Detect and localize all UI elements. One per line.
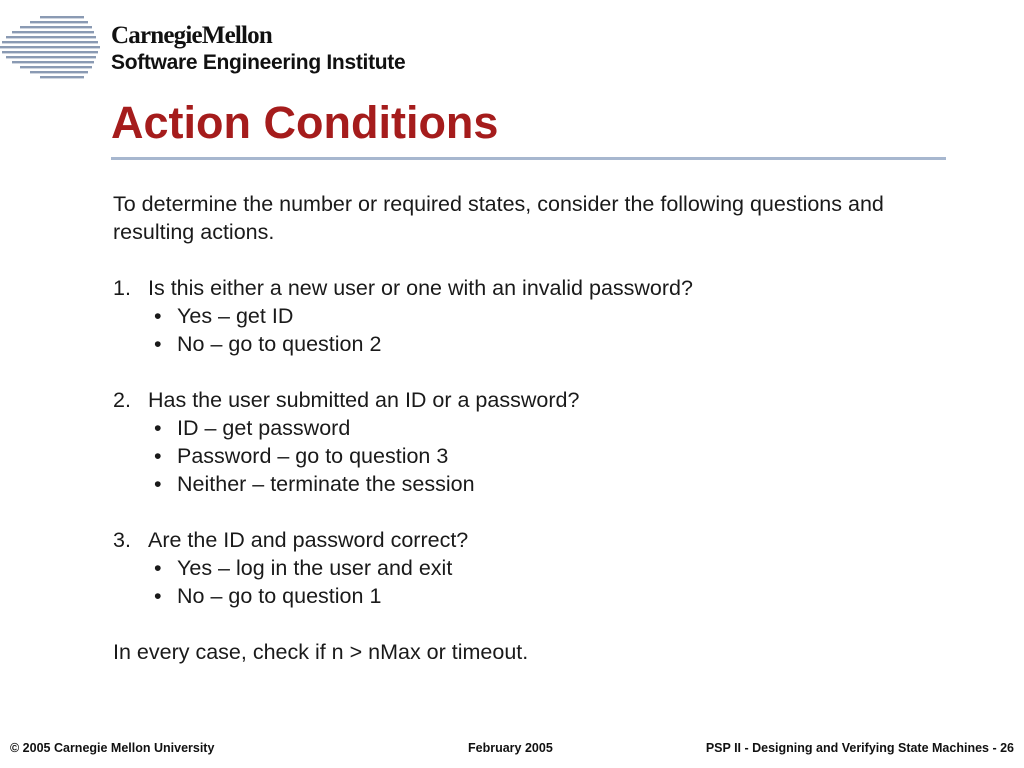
answer-list: [113, 302, 913, 358]
footer-copyright: © 2005 Carnegie Mellon University: [10, 741, 215, 755]
slide-body: [113, 190, 913, 666]
question-number: 3.: [113, 528, 131, 552]
answer-item: [113, 330, 913, 358]
answer-item: [113, 442, 913, 470]
answer-list: [113, 414, 913, 498]
answer-text: No – go to question 1: [177, 584, 382, 608]
question-text: Is this either a new user or one with an invalid password?: [148, 276, 693, 300]
question-block-1: [113, 274, 913, 358]
answer-text: Yes – get ID: [177, 304, 294, 328]
question-text: Has the user submitted an ID or a password?: [148, 388, 580, 412]
question-block-2: [113, 386, 913, 498]
answer-text: Neither – terminate the session: [177, 472, 475, 496]
carnegie-mellon-wordmark: CarnegieMellon: [111, 22, 272, 49]
question-text: Are the ID and password correct?: [148, 528, 469, 552]
answer-item: [113, 414, 913, 442]
answer-text: No – go to question 2: [177, 332, 382, 356]
question-line: [113, 274, 913, 302]
bullet-icon: •: [154, 472, 162, 496]
footer-slide-reference: PSP II - Designing and Verifying State Machines - 26: [705, 741, 1014, 755]
bullet-icon: •: [154, 584, 162, 608]
answer-text: ID – get password: [177, 416, 351, 440]
question-line: [113, 526, 913, 554]
answer-text: Yes – log in the user and exit: [177, 556, 453, 580]
answer-item: [113, 554, 913, 582]
intro-text: To determine the number or required states, consider the following questions and resulting actions.: [113, 192, 884, 244]
bullet-icon: •: [154, 444, 162, 468]
closing-note: In every case, check if n > nMax or timeout.: [113, 640, 529, 664]
sei-wordmark: Software Engineering Institute: [111, 51, 406, 74]
sei-stripes-logo-icon: [0, 14, 104, 80]
footer-date: February 2005: [468, 741, 553, 755]
bullet-icon: •: [154, 556, 162, 580]
question-number: 1.: [113, 276, 131, 300]
answer-item: [113, 302, 913, 330]
question-line: [113, 386, 913, 414]
question-block-3: [113, 526, 913, 610]
answer-item: [113, 582, 913, 610]
bullet-icon: •: [154, 332, 162, 356]
slide-footer: [10, 741, 1014, 757]
answer-list: [113, 554, 913, 610]
answer-item: [113, 470, 913, 498]
question-number: 2.: [113, 388, 131, 412]
slide-title: Action Conditions: [111, 97, 499, 148]
answer-text: Password – go to question 3: [177, 444, 449, 468]
title-divider: [111, 157, 946, 160]
bullet-icon: •: [154, 304, 162, 328]
bullet-icon: •: [154, 416, 162, 440]
